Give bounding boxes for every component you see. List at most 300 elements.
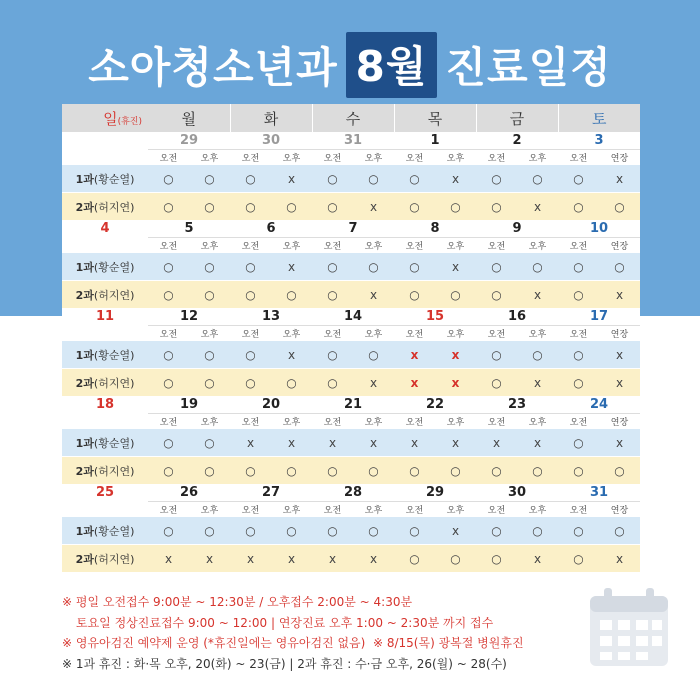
status-cell	[353, 369, 394, 397]
weekday-sun-note: (휴진)	[117, 116, 142, 127]
status-cell	[394, 341, 435, 369]
date-cell: 14	[343, 309, 363, 324]
dept1-doctor: (황순열)	[93, 348, 135, 362]
session-label-pm: 오후	[353, 238, 394, 253]
status-cell	[230, 517, 271, 545]
status-cell	[230, 165, 271, 193]
open-mark: ○	[286, 463, 297, 478]
session-label-am: 오전	[558, 150, 599, 165]
weekday-fri: 금	[476, 104, 558, 132]
dept1-name: 1과	[75, 172, 94, 186]
status-cell	[353, 281, 394, 309]
session-header-row	[62, 238, 640, 253]
status-cell	[271, 369, 312, 397]
status-cell	[148, 457, 189, 485]
open-mark: ○	[327, 259, 338, 274]
session-label-pm: 오후	[189, 502, 230, 517]
status-cell	[517, 517, 558, 545]
open-mark: ○	[573, 435, 584, 450]
status-cell	[353, 517, 394, 545]
status-cell	[599, 193, 640, 221]
closed-mark: x	[615, 347, 624, 362]
session-header-spacer	[62, 414, 148, 429]
open-mark: ○	[204, 435, 215, 450]
open-mark: ○	[368, 347, 379, 362]
session-label-pm: 오후	[517, 238, 558, 253]
status-cell	[189, 281, 230, 309]
title-suffix: 진료일정	[445, 43, 612, 92]
dept1-row	[62, 517, 640, 545]
closed-mark: x	[246, 551, 255, 566]
open-mark: ○	[573, 199, 584, 214]
open-mark: ○	[573, 551, 584, 566]
status-cell	[148, 253, 189, 281]
open-mark: ○	[614, 199, 625, 214]
open-mark: ○	[491, 347, 502, 362]
session-label-pm: 오후	[353, 414, 394, 429]
date-cell: 16	[507, 309, 527, 324]
dept2-label	[62, 193, 148, 221]
session-label-pm: 오후	[517, 326, 558, 341]
title-month-highlight: 8월	[346, 32, 438, 98]
open-mark: ○	[327, 375, 338, 390]
dept2-name: 2과	[75, 376, 94, 390]
status-cell	[394, 253, 435, 281]
session-label-am: 오전	[148, 150, 189, 165]
closed-mark: x	[451, 375, 460, 390]
closed-mark: x	[451, 435, 460, 450]
date-cell: 30	[507, 485, 527, 500]
session-label-pm: 오후	[189, 414, 230, 429]
status-cell	[189, 341, 230, 369]
status-cell	[312, 517, 353, 545]
open-mark: ○	[491, 287, 502, 302]
status-cell	[599, 517, 640, 545]
status-cell	[230, 281, 271, 309]
status-cell	[353, 545, 394, 573]
status-cell	[394, 193, 435, 221]
open-mark: ○	[204, 375, 215, 390]
status-cell	[558, 341, 599, 369]
weekday-header-row	[62, 104, 640, 132]
status-cell	[230, 429, 271, 457]
status-cell	[517, 545, 558, 573]
open-mark: ○	[245, 171, 256, 186]
open-mark: ○	[245, 523, 256, 538]
title-prefix: 소아청소년과	[88, 43, 338, 92]
status-cell	[435, 281, 476, 309]
open-mark: ○	[245, 287, 256, 302]
status-cell	[353, 429, 394, 457]
dept2-doctor: (허지연)	[93, 376, 135, 390]
status-cell	[394, 457, 435, 485]
open-mark: ○	[204, 199, 215, 214]
open-mark: ○	[532, 259, 543, 274]
date-cell: 20	[261, 397, 281, 412]
status-cell	[517, 165, 558, 193]
note-holiday-text: ※ 8/15(목) 광복절 병원휴진	[372, 636, 524, 650]
dept2-label	[62, 545, 148, 573]
date-sunday	[62, 132, 148, 150]
closed-mark: x	[410, 347, 419, 362]
closed-mark: x	[287, 551, 296, 566]
open-mark: ○	[368, 523, 379, 538]
session-header-row	[62, 326, 640, 341]
session-label-ext: 연장	[599, 326, 640, 341]
date-cell: 30	[261, 133, 281, 148]
closed-mark: x	[410, 375, 419, 390]
dept1-row	[62, 341, 640, 369]
status-cell	[517, 369, 558, 397]
session-label-am: 오전	[394, 238, 435, 253]
session-label-am: 오전	[558, 502, 599, 517]
session-label-am: 오전	[230, 238, 271, 253]
status-cell	[230, 193, 271, 221]
status-cell	[435, 429, 476, 457]
status-cell	[353, 457, 394, 485]
status-cell	[189, 193, 230, 221]
date-row	[62, 308, 640, 326]
status-cell	[148, 545, 189, 573]
date-sunday: 11	[95, 309, 115, 325]
date-cell: 19	[179, 397, 199, 412]
open-mark: ○	[409, 287, 420, 302]
date-cell: 8	[430, 221, 440, 236]
open-mark: ○	[245, 347, 256, 362]
closed-mark: x	[451, 171, 460, 186]
session-header-row	[62, 150, 640, 165]
status-cell	[599, 253, 640, 281]
closed-mark: x	[287, 171, 296, 186]
status-cell	[271, 545, 312, 573]
date-row	[62, 132, 640, 150]
date-cell: 29	[179, 133, 199, 148]
status-cell	[517, 253, 558, 281]
dept2-row	[62, 545, 640, 573]
weekday-sun	[62, 104, 148, 132]
date-cell: 27	[261, 485, 281, 500]
status-cell	[230, 369, 271, 397]
open-mark: ○	[491, 523, 502, 538]
open-mark: ○	[327, 347, 338, 362]
status-cell	[558, 253, 599, 281]
open-mark: ○	[163, 375, 174, 390]
open-mark: ○	[409, 551, 420, 566]
status-cell	[148, 369, 189, 397]
open-mark: ○	[286, 375, 297, 390]
open-mark: ○	[491, 463, 502, 478]
session-label-pm: 오후	[271, 238, 312, 253]
session-label-pm: 오후	[353, 326, 394, 341]
session-label-pm: 오후	[189, 150, 230, 165]
dept2-doctor: (허지연)	[93, 552, 135, 566]
status-cell	[148, 281, 189, 309]
closed-mark: x	[533, 375, 542, 390]
status-cell	[230, 457, 271, 485]
note-hours: ※ 평일 오전접수 9:00분 ~ 12:30분 / 오후접수 2:00분 ~ 4:30분	[62, 595, 413, 609]
closed-mark: x	[615, 171, 624, 186]
session-label-pm: 오후	[189, 238, 230, 253]
status-cell	[435, 545, 476, 573]
session-label-pm: 오후	[517, 502, 558, 517]
schedule-table	[62, 104, 640, 572]
open-mark: ○	[532, 463, 543, 478]
dept2-name: 2과	[75, 552, 94, 566]
status-cell	[189, 457, 230, 485]
session-header-spacer	[62, 238, 148, 253]
closed-mark: x	[328, 435, 337, 450]
status-cell	[271, 517, 312, 545]
date-sunday: 18	[95, 397, 115, 413]
session-label-pm: 오후	[271, 326, 312, 341]
date-cell: 28	[343, 485, 363, 500]
open-mark: ○	[532, 171, 543, 186]
open-mark: ○	[532, 523, 543, 538]
status-cell	[476, 193, 517, 221]
status-cell	[394, 369, 435, 397]
session-label-am: 오전	[230, 326, 271, 341]
closed-mark: x	[615, 435, 624, 450]
closed-mark: x	[533, 551, 542, 566]
dept2-name: 2과	[75, 200, 94, 214]
open-mark: ○	[163, 171, 174, 186]
date-cell: 31	[589, 485, 609, 500]
note-checkup	[62, 633, 622, 654]
closed-mark: x	[369, 435, 378, 450]
session-label-am: 오전	[558, 414, 599, 429]
dept2-row	[62, 193, 640, 221]
open-mark: ○	[327, 523, 338, 538]
open-mark: ○	[327, 171, 338, 186]
open-mark: ○	[491, 199, 502, 214]
date-sunday: 4	[100, 221, 110, 237]
status-cell	[312, 341, 353, 369]
weekday-sun-label: 일	[103, 109, 118, 128]
weekday-mon: 월	[148, 104, 230, 132]
status-cell	[394, 165, 435, 193]
open-mark: ○	[204, 287, 215, 302]
status-cell	[394, 429, 435, 457]
session-header-row	[62, 502, 640, 517]
closed-mark: x	[615, 375, 624, 390]
status-cell	[312, 253, 353, 281]
status-cell	[189, 517, 230, 545]
closed-mark: x	[451, 523, 460, 538]
status-cell	[189, 369, 230, 397]
dept2-doctor: (허지연)	[93, 464, 135, 478]
open-mark: ○	[163, 199, 174, 214]
session-label-am: 오전	[312, 238, 353, 253]
status-cell	[599, 545, 640, 573]
dept1-label	[62, 165, 148, 193]
date-row	[62, 484, 640, 502]
open-mark: ○	[368, 171, 379, 186]
date-cell: 2	[512, 133, 522, 148]
status-cell	[312, 545, 353, 573]
status-cell	[558, 369, 599, 397]
dept2-label	[62, 369, 148, 397]
status-cell	[271, 429, 312, 457]
status-cell	[394, 517, 435, 545]
date-cell: 7	[348, 221, 358, 236]
open-mark: ○	[245, 199, 256, 214]
session-label-pm: 오후	[435, 326, 476, 341]
closed-mark: x	[369, 287, 378, 302]
status-cell	[271, 253, 312, 281]
closed-mark: x	[328, 551, 337, 566]
open-mark: ○	[245, 259, 256, 274]
date-row	[62, 396, 640, 414]
session-label-ext: 연장	[599, 502, 640, 517]
status-cell	[271, 457, 312, 485]
status-cell	[476, 341, 517, 369]
status-cell	[148, 517, 189, 545]
open-mark: ○	[450, 551, 461, 566]
dept1-label	[62, 341, 148, 369]
open-mark: ○	[491, 171, 502, 186]
closed-mark: x	[615, 287, 624, 302]
dept1-row	[62, 165, 640, 193]
session-label-am: 오전	[312, 502, 353, 517]
session-label-ext: 연장	[599, 414, 640, 429]
status-cell	[435, 457, 476, 485]
dept1-doctor: (황순열)	[93, 524, 135, 538]
status-cell	[353, 165, 394, 193]
open-mark: ○	[286, 523, 297, 538]
status-cell	[558, 457, 599, 485]
open-mark: ○	[163, 463, 174, 478]
session-label-pm: 오후	[353, 502, 394, 517]
open-mark: ○	[409, 171, 420, 186]
session-label-am: 오전	[230, 414, 271, 429]
open-mark: ○	[368, 259, 379, 274]
status-cell	[312, 457, 353, 485]
dept1-name: 1과	[75, 524, 94, 538]
open-mark: ○	[327, 463, 338, 478]
status-cell	[230, 341, 271, 369]
closed-mark: x	[451, 347, 460, 362]
session-label-am: 오전	[476, 326, 517, 341]
session-label-am: 오전	[148, 502, 189, 517]
session-label-am: 오전	[476, 414, 517, 429]
status-cell	[312, 369, 353, 397]
session-label-pm: 오후	[435, 414, 476, 429]
status-cell	[599, 457, 640, 485]
status-cell	[189, 165, 230, 193]
open-mark: ○	[163, 523, 174, 538]
status-cell	[558, 193, 599, 221]
date-cell: 5	[184, 221, 194, 236]
status-cell	[394, 545, 435, 573]
dept1-label	[62, 517, 148, 545]
session-label-pm: 오후	[435, 502, 476, 517]
session-label-ext: 연장	[599, 238, 640, 253]
closed-mark: x	[533, 287, 542, 302]
closed-mark: x	[246, 435, 255, 450]
status-cell	[353, 193, 394, 221]
open-mark: ○	[450, 199, 461, 214]
closed-mark: x	[369, 199, 378, 214]
status-cell	[476, 253, 517, 281]
weekday-tue: 화	[230, 104, 312, 132]
dept1-name: 1과	[75, 348, 94, 362]
weekday-wed: 수	[312, 104, 394, 132]
closed-mark: x	[533, 435, 542, 450]
open-mark: ○	[163, 435, 174, 450]
open-mark: ○	[245, 463, 256, 478]
status-cell	[230, 253, 271, 281]
session-header-spacer	[62, 502, 148, 517]
date-cell: 21	[343, 397, 363, 412]
status-cell	[558, 517, 599, 545]
date-cell: 22	[425, 397, 445, 412]
session-label-am: 오전	[476, 150, 517, 165]
session-label-am: 오전	[148, 414, 189, 429]
status-cell	[476, 545, 517, 573]
status-cell	[476, 457, 517, 485]
status-cell	[435, 193, 476, 221]
session-header-row	[62, 414, 640, 429]
open-mark: ○	[204, 347, 215, 362]
dept2-name: 2과	[75, 288, 94, 302]
open-mark: ○	[204, 523, 215, 538]
open-mark: ○	[614, 259, 625, 274]
schedule-sheet	[62, 104, 640, 578]
open-mark: ○	[409, 463, 420, 478]
session-label-am: 오전	[558, 326, 599, 341]
dept2-doctor: (허지연)	[93, 200, 135, 214]
status-cell	[353, 253, 394, 281]
status-cell	[394, 281, 435, 309]
closed-mark: x	[287, 259, 296, 274]
note-checkup-text: ※ 영유아검진 예약제 운영 (*휴진일에는 영유아검진 없음)	[62, 636, 366, 650]
date-cell: 6	[266, 221, 276, 236]
date-cell: 26	[179, 485, 199, 500]
closed-mark: x	[205, 551, 214, 566]
date-cell: 31	[343, 133, 363, 148]
date-cell: 9	[512, 221, 522, 236]
closed-mark: x	[369, 375, 378, 390]
session-label-am: 오전	[394, 150, 435, 165]
open-mark: ○	[286, 199, 297, 214]
status-cell	[230, 545, 271, 573]
date-cell: 3	[594, 133, 604, 148]
session-label-am: 오전	[394, 414, 435, 429]
open-mark: ○	[573, 347, 584, 362]
session-label-am: 오전	[476, 238, 517, 253]
session-header-spacer	[62, 150, 148, 165]
open-mark: ○	[409, 259, 420, 274]
session-label-am: 오전	[148, 238, 189, 253]
date-cell: 17	[589, 309, 609, 324]
open-mark: ○	[491, 375, 502, 390]
note-saturday: 토요일 정상진료접수 9:00 ~ 12:00 | 연장진료 오후 1:00 ~ 2:30분 까지 접수	[76, 615, 494, 630]
session-label-pm: 오후	[435, 150, 476, 165]
closed-mark: x	[287, 435, 296, 450]
status-cell	[517, 193, 558, 221]
closed-mark: x	[451, 259, 460, 274]
open-mark: ○	[491, 551, 502, 566]
status-cell	[271, 193, 312, 221]
open-mark: ○	[163, 347, 174, 362]
status-cell	[312, 165, 353, 193]
dept2-doctor: (허지연)	[93, 288, 135, 302]
weekday-sat: 토	[558, 104, 640, 132]
closed-mark: x	[533, 199, 542, 214]
open-mark: ○	[491, 259, 502, 274]
session-label-am: 오전	[148, 326, 189, 341]
session-label-pm: 오후	[189, 326, 230, 341]
